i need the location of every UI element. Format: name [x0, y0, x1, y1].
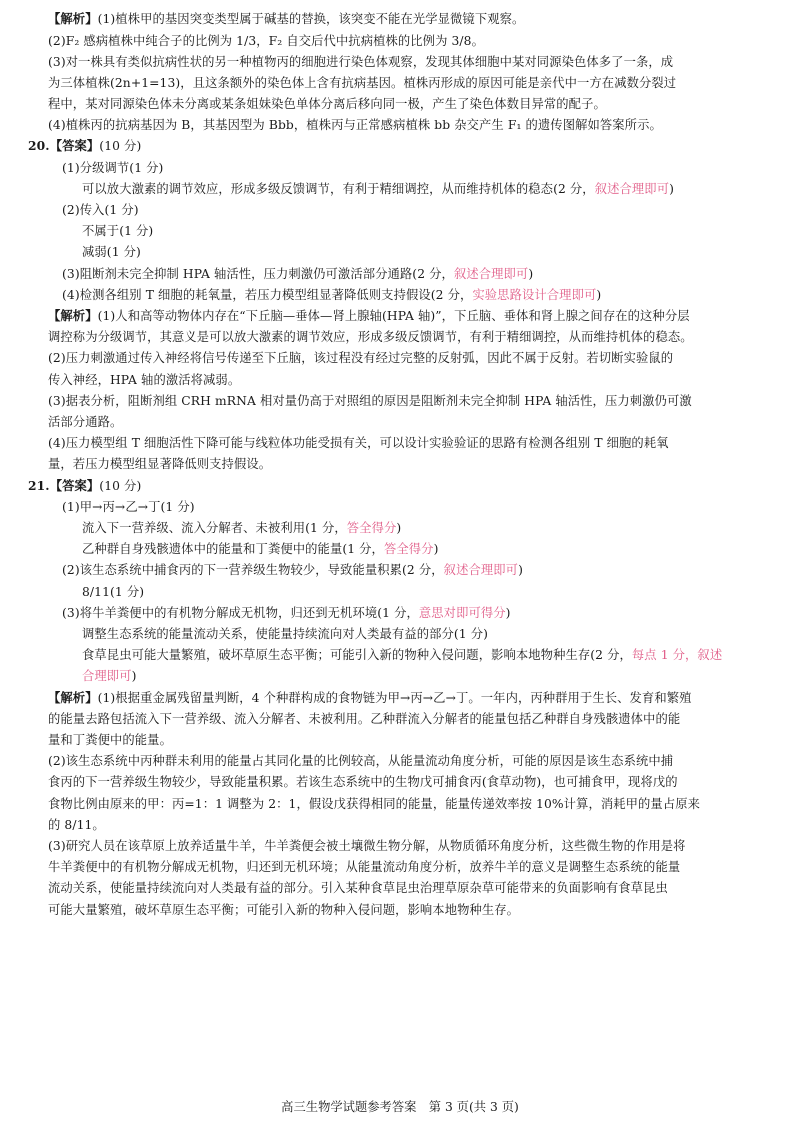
text-line — [62, 287, 601, 303]
line-text: 为三体植株(2n+1=13)，且这条额外的染色体上含有抗病基因。植株丙形成的原因可能是亲代中一方在减数分裂过 — [48, 76, 677, 90]
line-text: ) — [396, 521, 402, 535]
line-text: ) — [669, 182, 675, 196]
line-text: 不属于(1 分) — [82, 224, 154, 238]
line-text: (1)根据重金属残留量判断，4 个种群构成的食物链为甲→丙→乙→丁。一年内，丙种群用于生长、发育和繁殖 — [97, 691, 692, 705]
text-line — [48, 690, 692, 706]
line-text: (4)植株丙的抗病基因为 B，其基因型为 Bbb，植株丙与正常感病植株 bb 杂交产生 F₁ 的遗传图解如答案所示。 — [48, 118, 662, 132]
scoring-note: 叙述合理即可 — [594, 182, 670, 196]
line-text: 减弱(1 分) — [82, 245, 141, 259]
line-text: (3)据表分析，阻断剂组 CRH mRNA 相对量仍高于对照组的原因是阻断剂未完全抑制 HPA 轴活性，压力刺激仍可激 — [48, 394, 692, 408]
line-text: ) — [528, 267, 534, 281]
text-line — [48, 117, 662, 133]
section-label: 【解析】 — [48, 308, 98, 323]
line-text: 流入下一营养级、流入分解者、未被利用(1 分， — [82, 521, 347, 535]
text-line — [48, 732, 172, 748]
text-line — [82, 181, 674, 197]
line-text: (10 分) — [99, 479, 142, 493]
text-line — [48, 33, 484, 49]
text-line — [82, 541, 438, 557]
line-text: 食物比例由原来的甲：丙=1：1 调整为 2：1，假设戊获得相同的能量，能量传递效率按 10%计算，消耗甲的量占原来 — [48, 797, 701, 811]
line-text: ) — [596, 288, 602, 302]
line-text: 的能量去路包括流入下一营养级、流入分解者、未被利用。乙种群流入分解者的能量包括乙种群自身残骸遗体中的能 — [48, 712, 681, 726]
line-text: (1)植株甲的基因突变类型属于碱基的替换，该突变不能在光学显微镜下观察。 — [97, 12, 525, 26]
text-line — [48, 435, 669, 451]
line-text: ) — [131, 669, 137, 683]
section-label: 21. — [28, 478, 50, 493]
line-text: (3)对一株具有类似抗病性状的另一种植物丙的细胞进行染色体观察，发现其体细胞中某对同源染色体多了一条，成 — [48, 55, 674, 69]
scoring-note: 每点 1 分，叙述 — [631, 648, 723, 662]
text-line — [48, 372, 240, 388]
section-label: 【答案】 — [49, 478, 100, 493]
text-line — [62, 562, 523, 578]
line-text: 量和丁粪便中的能量。 — [48, 733, 172, 747]
text-line — [48, 711, 680, 727]
text-line — [28, 478, 141, 494]
text-line — [48, 859, 680, 875]
page-footer: 高三生物学试题参考答案 第 3 页(共 3 页) — [281, 1100, 519, 1114]
text-line — [48, 838, 686, 854]
scoring-note: 叙述合理即可 — [453, 267, 529, 281]
line-text: (1)分级调节(1 分) — [62, 161, 164, 175]
line-text: 量，若压力模型组显著降低则支持假设。 — [48, 457, 272, 471]
scoring-note: 意思对即可得分 — [418, 606, 506, 620]
line-text: ) — [433, 542, 439, 556]
text-line — [48, 350, 673, 366]
text-line — [82, 223, 153, 239]
text-line — [48, 880, 668, 896]
line-text: 调控称为分级调节，其意义是可以放大激素的调节效应，形成多级反馈调节，有利于精细调控，从而维持机体的稳态。 — [48, 330, 693, 344]
text-line — [82, 520, 401, 536]
text-line — [48, 774, 678, 790]
text-line — [48, 11, 524, 27]
text-line — [48, 96, 606, 112]
scoring-note: 答全得分 — [383, 542, 434, 556]
text-line — [48, 796, 700, 812]
text-line — [82, 626, 488, 642]
text-line — [82, 668, 137, 684]
text-line — [82, 647, 722, 663]
text-line — [62, 499, 195, 515]
text-line — [62, 160, 163, 176]
scoring-note: 实验思路设计合理即可 — [472, 288, 597, 302]
text-line — [48, 75, 676, 91]
line-text: ) — [518, 563, 523, 577]
section-label: 【解析】 — [48, 11, 98, 26]
line-text: 可能大量繁殖，破坏草原生态平衡；可能引入新的物种入侵问题，影响本地物种生存。 — [48, 903, 520, 917]
line-text: 牛羊粪便中的有机物分解成无机物，归还到无机环境；从能量流动角度分析，放养牛羊的意义是调整生态系统的能量 — [48, 860, 681, 874]
line-text: 流动关系，使能量持续流向对人类最有益的部分。引入某种食草昆虫治理草原杂草可能带来的负面影响有食草昆虫 — [48, 881, 668, 895]
line-text: (3)将牛羊粪便中的有机物分解成无机物，归还到无机环境(1 分， — [62, 606, 419, 620]
scoring-note: 叙述合理即可 — [443, 563, 519, 577]
line-text: 调整生态系统的能量流动关系，使能量持续流向对人类最有益的部分(1 分) — [82, 627, 489, 641]
text-line — [62, 266, 533, 282]
line-text: ) — [505, 606, 511, 620]
text-line — [48, 329, 693, 345]
line-text: (3)阻断剂未完全抑制 HPA 轴活性，压力刺激仍可激活部分通路(2 分， — [62, 267, 454, 281]
text-line — [48, 753, 673, 769]
line-text: (2)F₂ 感病植株中纯合子的比例为 1/3，F₂ 自交后代中抗病植株的比例为 3/8。 — [48, 34, 484, 48]
text-line — [82, 584, 144, 600]
line-text: (2)该生态系统中丙种群未利用的能量占其同化量的比例较高，从能量流动角度分析，可能的原因是该生态系统中捕 — [48, 754, 674, 768]
line-text: (4)检测各组别 T 细胞的耗氧量，若压力模型组显著降低则支持假设(2 分， — [62, 288, 473, 302]
text-line — [48, 308, 690, 324]
line-text: (3)研究人员在该草原上放养适量牛羊，牛羊粪便会被土壤微生物分解，从物质循环角度分析，这些微生物的作用是将 — [48, 839, 686, 853]
line-text: (2)压力刺激通过传入神经将信号传递至下丘脑，该过程没有经过完整的反射弧，因此不属于反射。若切断实验鼠的 — [48, 351, 674, 365]
text-line — [62, 202, 139, 218]
text-line — [62, 605, 511, 621]
line-text: (2)该生态系统中捕食丙的下一营养级生物较少，导致能量积累(2 分， — [62, 563, 444, 577]
text-line — [82, 244, 141, 260]
line-text: (1)人和高等动物体内存在“下丘脑—垂体—肾上腺轴(HPA 轴)”，下丘脑、垂体和肾上腺之间存在的这种分层 — [97, 309, 690, 323]
text-line — [48, 54, 673, 70]
line-text: 可以放大激素的调节效应，形成多级反馈调节，有利于精细调控，从而维持机体的稳态(2 分， — [82, 182, 595, 196]
line-text: 食草昆虫可能大量繁殖，破坏草原生态平衡；可能引入新的物种入侵问题，影响本地物种生存(2 分， — [82, 648, 632, 662]
line-text: (1)甲→丙→乙→丁(1 分) — [62, 500, 195, 514]
line-text: 活部分通路。 — [48, 415, 123, 429]
text-line — [48, 456, 271, 472]
scoring-note: 合理即可 — [82, 669, 132, 683]
text-line — [28, 138, 141, 154]
text-line — [48, 902, 519, 918]
text-line — [48, 393, 692, 409]
line-text: (10 分) — [99, 139, 142, 153]
section-label: 【解析】 — [48, 690, 98, 705]
line-text: (4)压力模型组 T 细胞活性下降可能与线粒体功能受损有关，可以设计实验验证的思路有检测各组别 T 细胞的耗氧 — [48, 436, 669, 450]
line-text: 8/11(1 分) — [82, 585, 145, 599]
line-text: 传入神经，HPA 轴的激活将减弱。 — [48, 373, 241, 387]
section-label: 20. — [28, 138, 50, 153]
text-line — [48, 817, 105, 833]
text-line — [48, 414, 122, 430]
line-text: 程中，某对同源染色体未分离或某条姐妹染色单体分离后移向同一极，产生了染色体数目异常的配子。 — [48, 97, 606, 111]
line-text: 的 8/11。 — [48, 818, 105, 832]
line-text: 乙种群自身残骸遗体中的能量和丁粪便中的能量(1 分， — [82, 542, 384, 556]
line-text: (2)传入(1 分) — [62, 203, 139, 217]
scoring-note: 答全得分 — [346, 521, 397, 535]
section-label: 【答案】 — [49, 138, 100, 153]
line-text: 食丙的下一营养级生物较少，导致能量积累。若该生态系统中的生物戊可捕食丙(食草动物)，也可捕食甲，现将戊的 — [48, 775, 678, 789]
